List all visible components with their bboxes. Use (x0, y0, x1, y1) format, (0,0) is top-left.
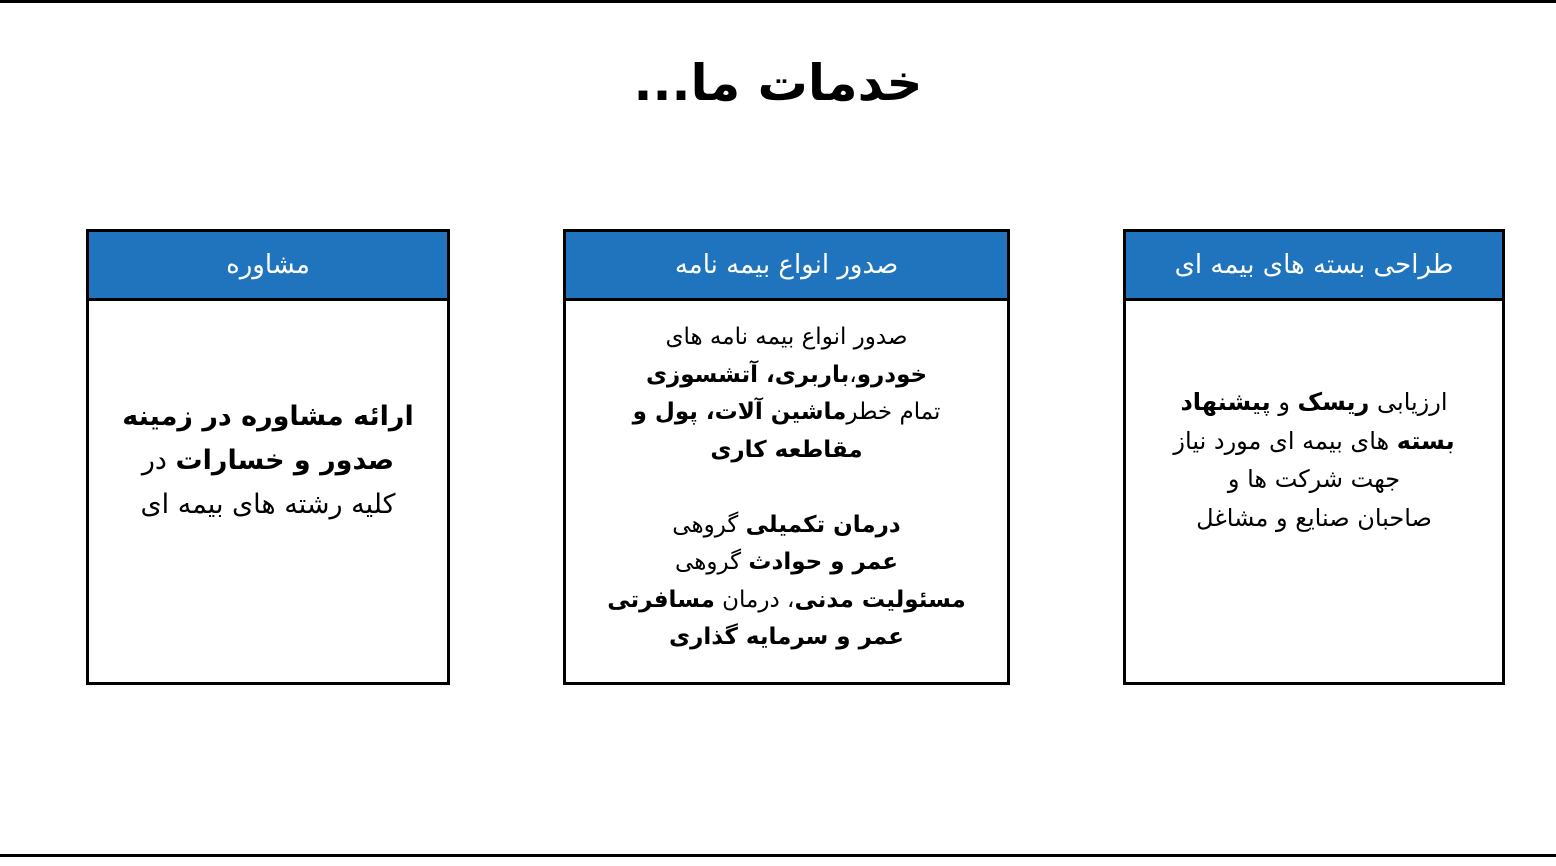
card-header: طراحی بسته های بیمه ای (1126, 232, 1502, 301)
card-text-bold: صدور و خسارات (175, 445, 395, 476)
card-text-line (142, 439, 394, 483)
card-text-bold: عمر و حوادث (748, 549, 898, 575)
card-text: ، درمان (714, 586, 795, 613)
card-text: تمام خطر (846, 399, 941, 425)
card-text-line: ارائه مشاوره در زمینه (122, 401, 414, 432)
card-body (1126, 301, 1502, 682)
card-body (566, 301, 1007, 682)
service-card-policy-issuance (563, 229, 1010, 685)
card-text-bold: ریسک (1297, 388, 1370, 416)
page-title: خدمات ما... (633, 54, 923, 112)
service-card-consulting (86, 229, 450, 685)
service-card-package-design (1123, 229, 1505, 685)
card-text-line: صاحبان صنایع و مشاغل (1196, 503, 1432, 532)
card-text-bold: درمان تکمیلی (745, 511, 901, 538)
bottom-divider (0, 854, 1556, 857)
card-text: گروهی (672, 511, 746, 538)
card-header: مشاوره (89, 232, 447, 301)
card-text-bold: ماشین آلات، پول و (632, 399, 847, 425)
card-text-line (607, 582, 965, 620)
card-text-bold: بسته (1396, 426, 1455, 455)
card-text-line: صدور انواع بیمه نامه های (665, 324, 908, 350)
card-text-line (633, 394, 941, 432)
card-text-bold: مسافرتی (607, 586, 715, 613)
card-header: صدور انواع بیمه نامه (566, 232, 1007, 301)
card-text-line (1173, 422, 1454, 461)
card-text: ، (849, 361, 857, 388)
card-text-line: عمر و سرمایه گذاری (669, 624, 905, 650)
card-text: گروهی (675, 549, 749, 575)
card-text: های بیمه ای مورد نیاز (1173, 426, 1397, 455)
card-text-line: مقاطعه کاری (710, 436, 863, 463)
card-text-line (675, 544, 898, 582)
card-text: ارزیابی (1369, 388, 1448, 416)
card-text-line (646, 357, 927, 395)
top-divider (0, 0, 1556, 3)
card-text: و (1270, 388, 1298, 416)
card-text-line (672, 507, 900, 545)
card-body (89, 301, 447, 682)
card-text: در (141, 445, 176, 476)
card-text-line: کلیه رشته های بیمه ای (140, 489, 396, 520)
card-text-line: جهت شرکت ها و (1227, 465, 1401, 493)
card-text-bold: مسئولیت مدنی (794, 586, 966, 613)
card-text-bold: باربری، آتشسوزی (645, 361, 850, 388)
card-text-bold: پیشنهاد (1180, 388, 1271, 416)
card-text-bold: خودرو (856, 361, 928, 388)
card-text-line (1180, 383, 1447, 422)
